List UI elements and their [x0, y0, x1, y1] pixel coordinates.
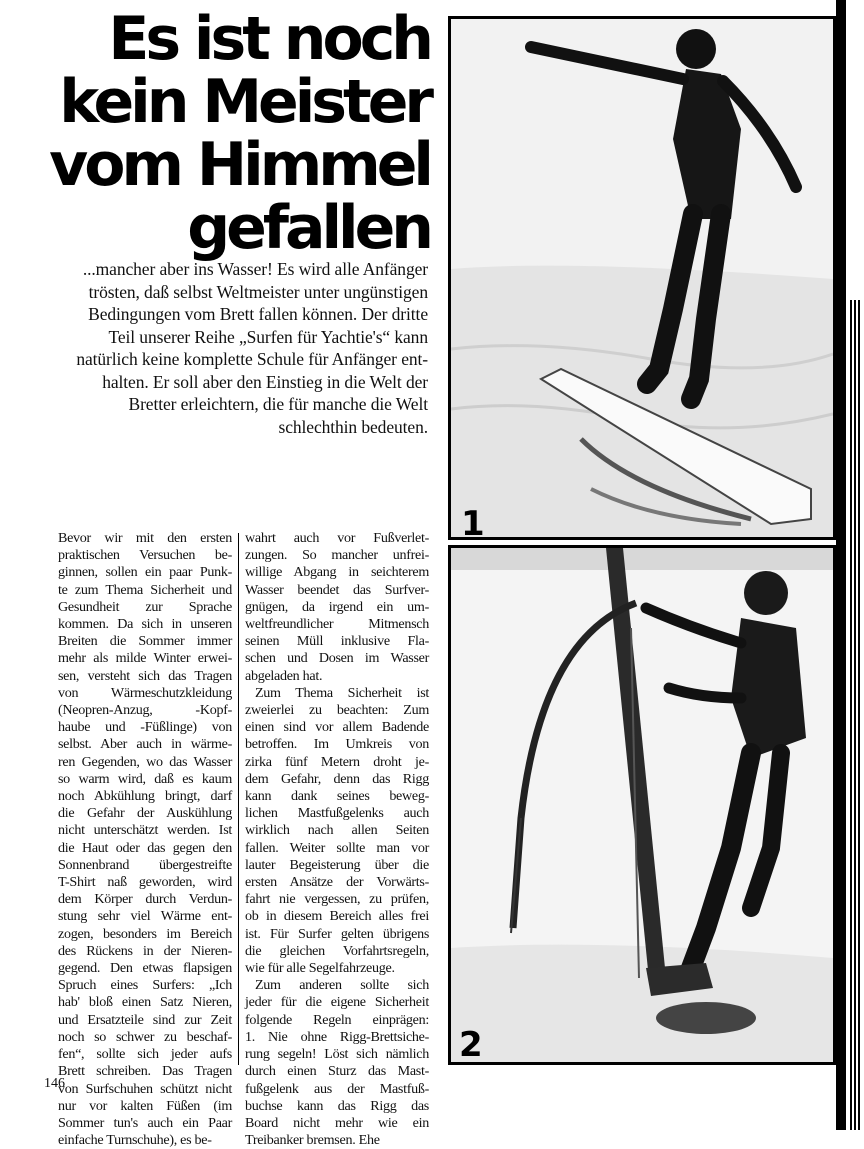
body-line: durch einen Sturz das Mast-	[245, 1063, 429, 1080]
body-line: Bevor wir mit den ersten	[58, 530, 232, 546]
body-line: hab' bloß einen Satz Nieren,	[58, 994, 232, 1011]
body-line: so warm wird, daß es kaum	[58, 770, 232, 787]
body-line: Sonnenbrand übergestreifte	[58, 856, 232, 873]
intro-line: halten. Er soll aber den Einstieg in die Welt der	[102, 371, 428, 392]
body-line: zweierlei zu beachten: Zum	[245, 702, 429, 719]
body-line: Zum anderen sollte sich	[255, 977, 429, 994]
body-line: die Gefahr der Auskühlung	[58, 805, 232, 822]
body-line: rung segeln! Löst sich nämlich	[245, 1046, 429, 1063]
photo-2-number: 2	[459, 1025, 483, 1065]
body-line: die gleichen Vorfahrtsregeln,	[245, 942, 429, 959]
body-line: wahrt auch vor Fußverlet-	[245, 530, 429, 546]
headline-line-1: Es ist noch	[108, 4, 430, 74]
body-line: gegend. Den etwas flapsigen	[58, 960, 232, 977]
body-line: einen sind vor allem Badende	[245, 719, 429, 736]
body-line: gnügen, da irgend ein um-	[245, 598, 429, 615]
body-line: lichen Mastfußgelenks auch	[245, 805, 429, 822]
intro-line: Bedingungen vom Brett fallen können. Der dritte	[88, 304, 428, 324]
body-column-1	[58, 530, 232, 1149]
body-line: dem Körper durch Verdun-	[58, 891, 232, 908]
body-line: kommen. Da sich in unseren	[58, 616, 232, 633]
photo-1-illustration	[451, 19, 833, 537]
body-line: Board nicht mehr wie ein	[245, 1114, 429, 1131]
body-line: (Neopren-Anzug, -Kopf-	[58, 702, 232, 719]
body-line: willige Abgang in seichterem	[245, 564, 429, 581]
photo-surfer-standing	[448, 16, 836, 540]
body-line: seinen Müll inklusive Fla-	[245, 633, 429, 650]
body-column-2	[245, 530, 429, 1149]
body-line: von Surfschuhen schützt nicht	[58, 1080, 232, 1097]
headline-line-3: vom Himmel	[49, 130, 430, 200]
body-line: 1. Nie ohne Rigg-Brettsiche-	[245, 1028, 429, 1045]
body-line: Sommer tun's auch ein Paar	[58, 1114, 232, 1131]
body-line: von Wärmeschutzkleidung	[58, 684, 232, 701]
body-line: wie für alle Segelfahrzeuge.	[245, 960, 395, 977]
body-line: Breiten die Sommer immer	[58, 633, 232, 650]
body-line: sen, versteht sich das Tragen	[58, 667, 232, 684]
body-line: fen“, sollte sich jeder aufs	[58, 1046, 232, 1063]
body-line: dem Gefahr, denn das Rigg	[245, 770, 429, 787]
body-line: folgende Regeln einprägen:	[245, 1011, 429, 1028]
body-line: Spruch eines Surfers: „Ich	[58, 977, 232, 994]
body-line: T-Shirt naß geworden, wird	[58, 874, 232, 891]
intro-line: Teil unserer Reihe „Surfen für Yachtie's“ kann	[108, 326, 428, 347]
body-line: fußgelenk aus der Mastfuß-	[245, 1080, 429, 1097]
intro-line: Bretter erleichtern, die für manche die Welt	[128, 394, 428, 414]
body-line: selbst. Aber auch in wärme-	[58, 736, 232, 753]
body-line: Brett schreiben. Das Tragen	[58, 1063, 232, 1080]
body-line: ob in diesem Bereich alles frei	[245, 908, 429, 925]
body-line: die Haut oder das gegen den	[58, 839, 232, 856]
body-line: zogen, besonders im Bereich	[58, 925, 232, 942]
body-line: und Ersatzteile sind zur Zeit	[58, 1011, 232, 1028]
body-line: ginnen, sollen ein paar Punk-	[58, 564, 232, 581]
photo-2-illustration	[451, 548, 833, 1065]
body-line: Wasser beendet das Surfver-	[245, 581, 429, 598]
body-line: kann dank seines beweg-	[245, 788, 429, 805]
headline-line-4: gefallen	[187, 193, 430, 263]
body-line: haube und -Füßlinge) von	[58, 719, 232, 736]
body-line: ersten Ansätze der Vorwärts-	[245, 874, 429, 891]
headline-line-2: kein Meister	[59, 67, 430, 137]
column-divider	[238, 533, 239, 1065]
body-line: fallen. Weiter sollte man vor	[245, 839, 429, 856]
intro-line: schlechthin bedeuten.	[278, 416, 428, 437]
headline	[20, 4, 430, 263]
body-line: wirklich nach allen Seiten	[245, 822, 429, 839]
body-line: schen und Dosen im Wasser	[245, 650, 429, 667]
body-line: mehr als milde Winter erwei-	[58, 650, 232, 667]
body-line: buchse kann das Rigg das	[245, 1097, 429, 1114]
body-line: zirka fünf Metern droht je-	[245, 753, 429, 770]
body-line: abgeladen hat.	[245, 667, 323, 684]
intro-line: trösten, daß selbst Weltmeister unter ungünstigen	[88, 281, 428, 302]
body-line: nicht unterschätzt werden. Ist	[58, 822, 232, 839]
page-number: 146	[44, 1076, 65, 1091]
photo-surfer-with-rig	[448, 545, 836, 1065]
body-line: ist. Für Surfer gelten übrigens	[245, 925, 429, 942]
body-line: praktischen Versuchen be-	[58, 547, 232, 564]
body-line: Gesundheit zur Sprache	[58, 598, 232, 615]
body-line: weltfreundlicher Mitmensch	[245, 616, 429, 633]
body-line: lauter Begeisterung über die	[245, 856, 429, 873]
intro-line: ...mancher aber ins Wasser! Es wird alle Anfänger	[82, 259, 428, 279]
body-line: fahrt nie vergessen, zu prüfen,	[245, 891, 429, 908]
page-edge-bar	[836, 0, 846, 1130]
body-line: nur vor kalten Füßen (im	[58, 1097, 232, 1114]
body-line: te zum Thema Sicherheit und	[58, 581, 232, 598]
body-line: des Rückens in der Nieren-	[58, 942, 232, 959]
body-line: Treibanker bremsen. Ehe	[245, 1132, 380, 1149]
photo-1-number: 1	[461, 504, 485, 540]
page-edge-lines	[850, 300, 860, 1130]
body-line: einfache Turnschuhe), es be-	[58, 1132, 212, 1149]
body-line: betroffen. Im Umkreis von	[245, 736, 429, 753]
intro-paragraph	[28, 258, 428, 438]
body-line: ren Gegenden, wo das Wasser	[58, 753, 232, 770]
body-line: Zum Thema Sicherheit ist	[255, 684, 429, 701]
body-line: noch Abkühlung bringt, darf	[58, 788, 232, 805]
body-line: stung sehr viel Wärme ent-	[58, 908, 232, 925]
intro-line: natürlich keine komplette Schule für Anfänger ent-	[76, 349, 428, 369]
body-line: zungen. So mancher unfrei-	[245, 547, 429, 564]
body-line: jeder für die eigene Sicherheit	[245, 994, 429, 1011]
body-line: noch so schwer zu beschaf-	[58, 1028, 232, 1045]
